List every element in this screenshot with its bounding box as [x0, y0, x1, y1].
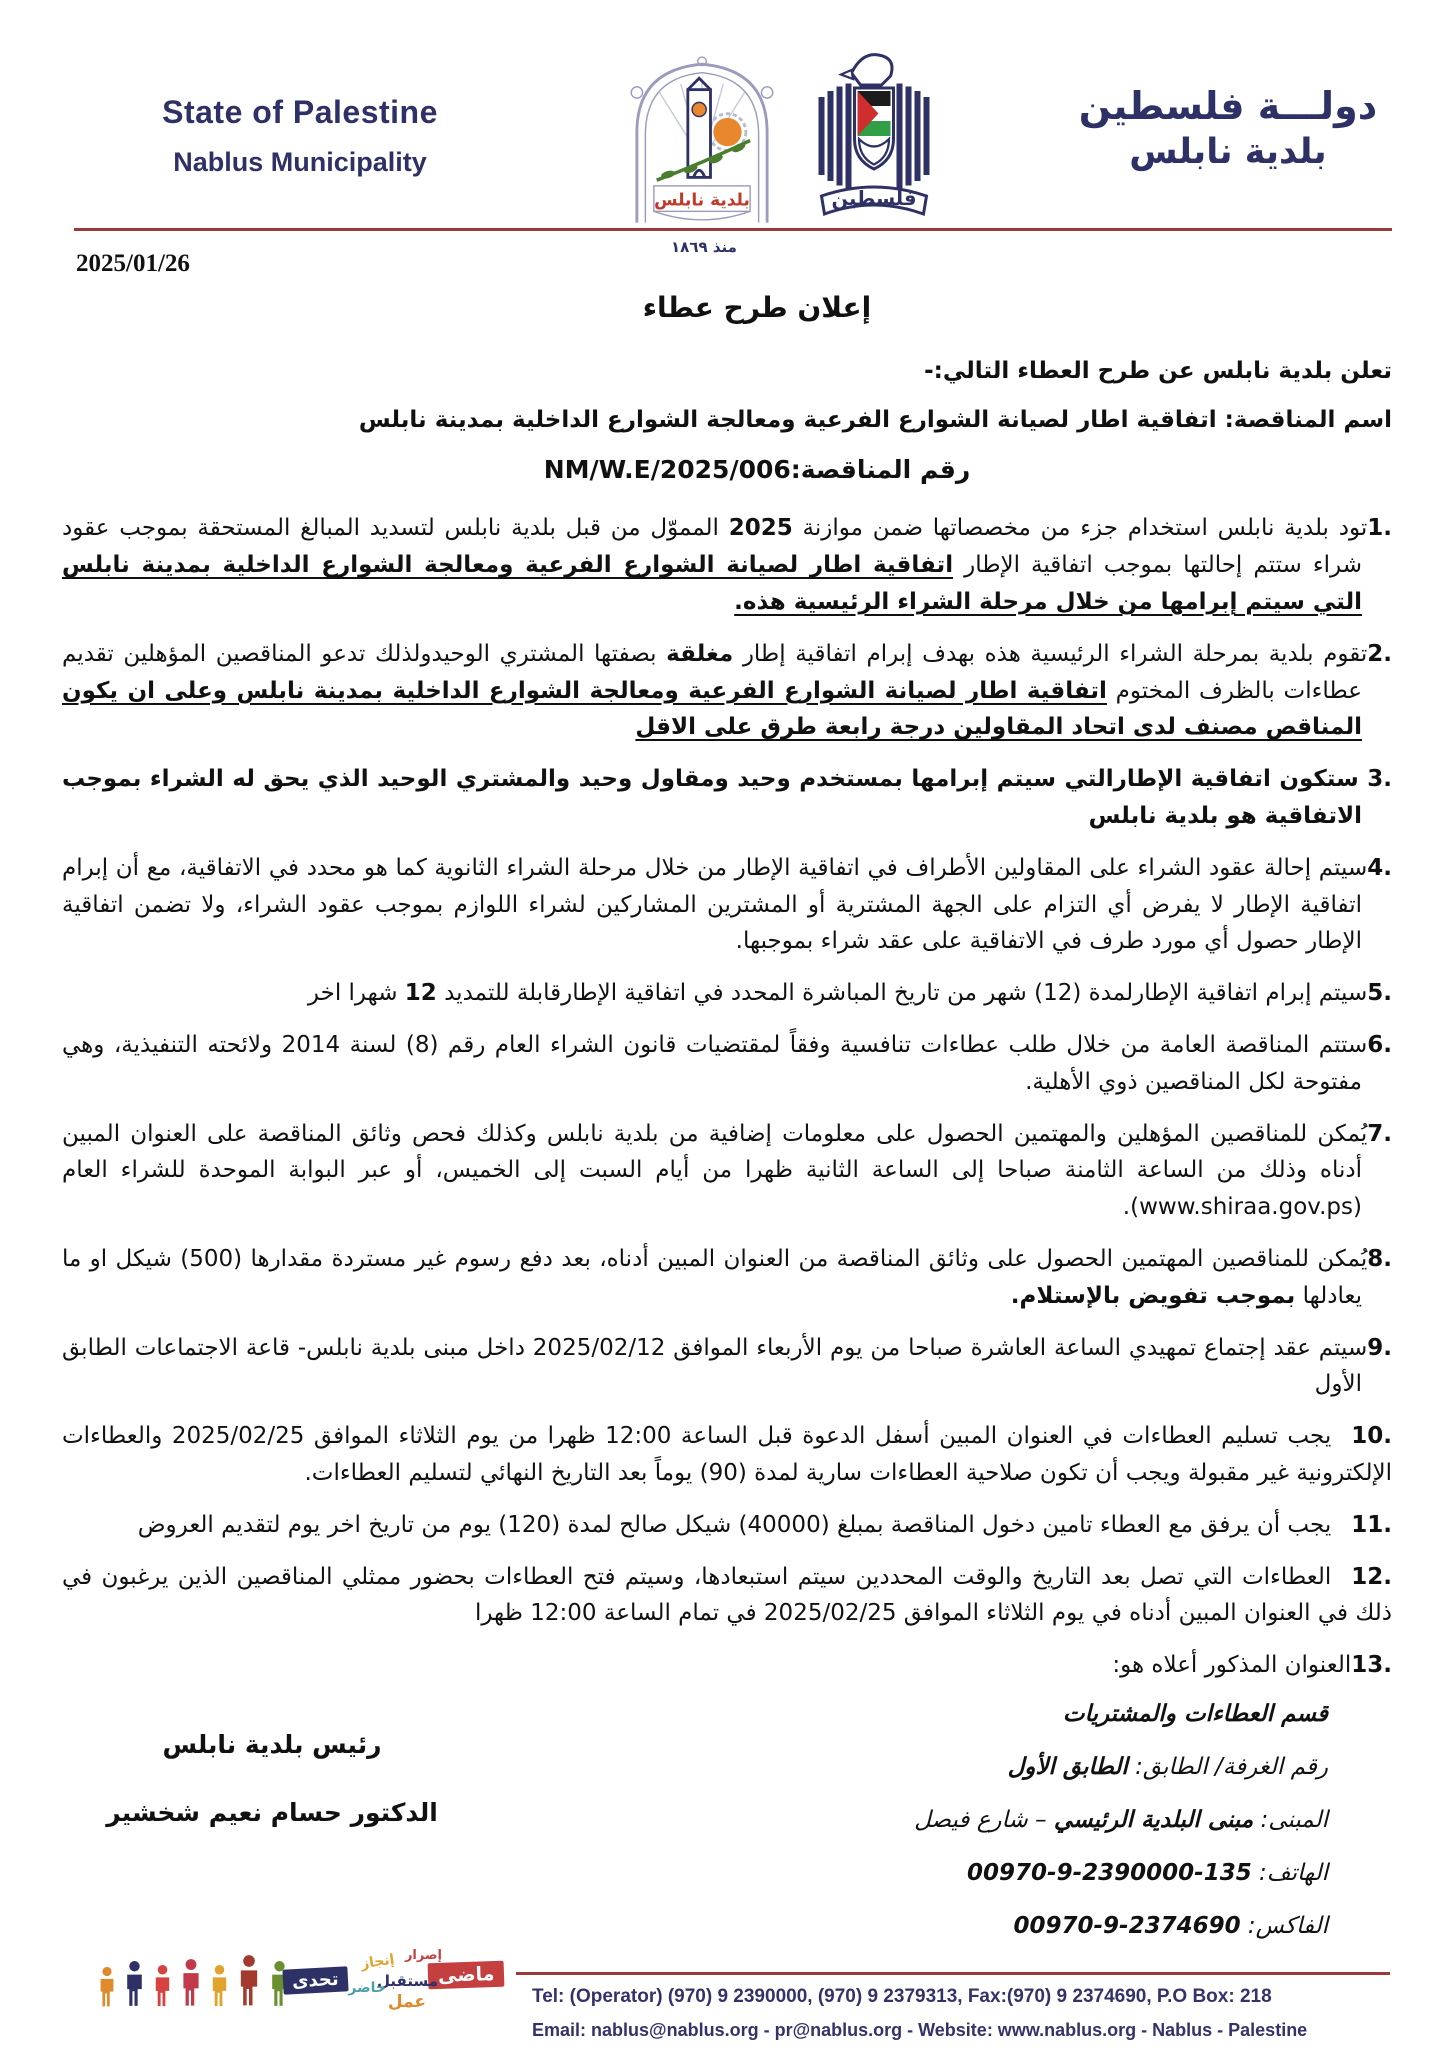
- header-divider: [74, 228, 1392, 231]
- since-1869-label: منذ ١٨٦٩: [671, 238, 737, 256]
- document-body: [62, 286, 1392, 1964]
- eagle-banner-caption: فلسطين: [831, 187, 917, 210]
- brand-word: مستقبل: [377, 1972, 438, 1990]
- footer-email-line: Email: nablus@nablus.org - pr@nablus.org - Website: www.nablus.org - Nablus - Palestine: [532, 2020, 1308, 2040]
- person-figure-icon: [208, 1964, 231, 2010]
- brand-word: تحدى: [283, 1966, 349, 1994]
- mayor-name: الدكتور حسام نعيم شخشير: [106, 1797, 438, 1827]
- item-number: 1.: [1367, 515, 1392, 542]
- tender-number-line: [122, 450, 1392, 490]
- tender-item: 9.سيتم عقد إجتماع تمهيدي الساعة العاشرة صباحا من يوم الأربعاء الموافق 2025/02/12 داخل مبنى بلدية نابلس- قاعة الاجتماعات الطابق الأول: [62, 1334, 1392, 1398]
- tender-item: 6.ستتم المناقصة العامة من خلال طلب عطاءات تنافسية وفقاً لمقتضيات قانون الشراء العام رقم (8) لسنة 2014 ولائحته التنفيذية، وهي مفتوحة لكل المناقصين ذوي الأهلية.: [62, 1031, 1392, 1095]
- tender-number-value: NM/W.E/2025/006: [543, 455, 791, 485]
- item-number: 3.: [1367, 766, 1392, 793]
- tender-item: 4.سيتم إحالة عقود الشراء على المقاولين الأطراف في اتفاقية الإطار من خلال مرحلة الشراء الثانوية كما هو محدد في الاتفاقية، مع أن إبرام اتفاقية الإطار لا يفرض أي التزام على الجهة المشترية أو المشترين المشاركين لشراء اللوازم بموجب عقود الشراء، ولا تضمن اتفاقية الإطار حصول أي مورد طرف في الاتفاقية على عقد شراء بموجبها.: [62, 854, 1392, 955]
- tender-item: 7.يُمكن للمناقصين المؤهلين والمهتمين الحصول على معلومات إضافية من بلدية نابلس وكذلك فحص وثائق المناقصة على العنوان المبين أدناه وذلك من الساعة الثامنة صباحا إلى الساعة الثانية ظهرا من أيام السبت إلى الخميس، أو عبر البوابة الموحدة للشراء العام (www.shiraa.gov.ps).: [62, 1120, 1392, 1221]
- tender-item: 1.تود بلدية نابلس استخدام جزء من مخصصاتها ضمن موازنة 2025 المموّل من قبل بلدية نابلس لتسديد المبالغ المستحقة بموجب عقود شراء ستتم إحالتها بموجب اتفاقية الإطار اتفاقية اطار لصيانة الشوارع الفرعية ومعالجة الشوارع الداخلية بمدينة نابلس التي سيتم إبرامها من خلال مرحلة الشراء الرئيسية هذه.: [62, 515, 1392, 615]
- person-figure-icon: [122, 1960, 147, 2010]
- header-english: [118, 94, 482, 178]
- brand-word: ماضى: [427, 1961, 504, 1990]
- item-number: 5.: [1367, 980, 1392, 1007]
- tender-items: [62, 510, 1392, 1684]
- tender-item: 13.العنوان المذكور أعلاه هو:: [1112, 1652, 1392, 1679]
- municipality-brand-logo: [96, 1946, 516, 2038]
- item-number: 10.: [1351, 1423, 1392, 1450]
- tender-item: 12.العطاءات التي تصل بعد التاريخ والوقت المحددين سيتم استبعادها، وسيتم فتح العطاءات بحضور ممثلي المناقصين الذين يرغبون في ذلك في العنوان المبين أدناه في يوم الثلاثاء الموافق 2025/02/25 في تمام الساعة 12:00 ظهرا: [62, 1563, 1392, 1627]
- footer-phone-line: Tel: (Operator) (970) 9 2390000, (970) 9 2379313, Fax:(970) 9 2374690, P.O Box: 218: [532, 1986, 1272, 2007]
- tender-item: 5.سيتم إبرام اتفاقية الإطارلمدة (12) شهر من تاريخ المباشرة المحدد في اتفاقية الإطارقابلة للتمديد 12 شهرا اخر: [307, 980, 1392, 1007]
- footer-contact: [532, 1986, 1408, 2041]
- item-number: 7.: [1367, 1120, 1392, 1147]
- brand-word: إنجاز: [359, 1951, 395, 1973]
- item-number: 13.: [1351, 1652, 1392, 1679]
- brand-word: إصرار: [404, 1948, 442, 1963]
- item-number: 6.: [1367, 1031, 1392, 1058]
- brand-word: حاضر: [348, 1980, 386, 1996]
- tender-number-label: رقم المناقصة:: [790, 455, 971, 485]
- nablus-municipality-seal-logo: [612, 50, 792, 234]
- municipality-title-ar: بلدية نابلس: [1129, 132, 1327, 172]
- announcement-intro: تعلن بلدية نابلس عن طرح العطاء التالي:-: [924, 357, 1392, 384]
- item-number: 12.: [1351, 1563, 1392, 1590]
- contact-block: [854, 1699, 1328, 1964]
- municipality-title-en: Nablus Municipality: [173, 147, 427, 177]
- contact-line: الهاتف: 00970-9-2390000-135: [967, 1860, 1328, 1887]
- item-number: 9.: [1367, 1334, 1392, 1361]
- person-figure-icon: [178, 1958, 204, 2010]
- seal-caption: بلدية نابلس: [654, 190, 750, 211]
- footer-divider: [516, 1972, 1390, 1975]
- item-number: 2.: [1367, 640, 1393, 667]
- person-figure-icon: [151, 1964, 174, 2010]
- tender-item: 3. ستكون اتفاقية الإطارالتي سيتم إبرامها بمستخدم وحيد ومقاول وحيد والمشتري الوحيد الذي يحق له الشراء بموجب الاتفاقية هو بلدية نابلس: [62, 766, 1392, 829]
- tender-item: 2.تقوم بلدية بمرحلة الشراء الرئيسية هذه بهدف إبرام اتفاقية إطار مغلقة بصفتها المشتري الوحيدولذلك تدعو المناقصين المؤهلين تقديم عطاءات بالظرف المختوم اتفاقية اطار لصيانة الشوارع الفرعية ومعالجة الشوارع الداخلية بمدينة نابلس وعلى ان يكون المناقص مصنف لدى اتحاد المقاولين درجة رابعة طرق على الاقل: [62, 640, 1393, 741]
- contact-line: قسم العطاءات والمشتريات: [1062, 1700, 1328, 1727]
- person-figure-icon: [235, 1954, 263, 2010]
- state-title-en: State of Palestine: [162, 94, 438, 130]
- item-number: 8.: [1367, 1245, 1392, 1272]
- signature-and-contact-row: [62, 1699, 1392, 1964]
- header-arabic: [1058, 84, 1398, 172]
- document-date: 2025/01/26: [76, 250, 190, 277]
- mayor-title: رئيس بلدية نابلس: [162, 1729, 382, 1759]
- palestine-eagle-emblem-logo: [790, 46, 958, 226]
- item-number: 4.: [1367, 854, 1392, 881]
- tender-name: اسم المناقصة: اتفاقية اطار لصيانة الشوارع الفرعية ومعالجة الشوارع الداخلية بمدينة نابلس: [358, 406, 1392, 433]
- contact-line: رقم الغرفة/ الطابق: الطابق الأول: [1007, 1753, 1328, 1780]
- contact-line: الفاكس: 00970-9-2374690: [1013, 1913, 1328, 1940]
- item-number: 11.: [1351, 1511, 1392, 1538]
- brand-word: عمل: [387, 1992, 426, 2012]
- brand-word-cloud: [291, 1946, 504, 2026]
- brand-people-figures: [96, 1946, 292, 2010]
- person-figure-icon: [96, 1966, 118, 2010]
- tender-item: 10.يجب تسليم العطاءات في العنوان المبين أسفل الدعوة قبل الساعة 12:00 ظهرا من يوم الثلاثاء الموافق 2025/02/25 والعطاءات الإلكترونية غير مقبولة ويجب أن تكون صلاحية العطاءات سارية لمدة (90) يوماً بعد التاريخ النهائي لتسليم العطاءات.: [62, 1423, 1392, 1486]
- contact-line: المبنى: مبنى البلدية الرئيسي – شارع فيصل: [914, 1807, 1328, 1833]
- signature-block: [62, 1725, 482, 1964]
- tender-item: 11.يجب أن يرفق مع العطاء تامين دخول المناقصة بمبلغ (40000) شيكل صالح لمدة (120) يوم من تاريخ اخر يوم لتقديم العروض: [137, 1511, 1392, 1538]
- state-title-ar: دولـــة فلسطين: [1078, 84, 1378, 128]
- tender-item: 8.يُمكن للمناقصين المهتمين الحصول على وثائق المناقصة من العنوان المبين أدناه، بعد دفع رسوم غير مستردة مقدارها (500) شيكل او ما يعادلها بموجب تفويض بالإستلام.: [62, 1245, 1392, 1309]
- announcement-title: إعلان طرح عطاء: [642, 291, 872, 324]
